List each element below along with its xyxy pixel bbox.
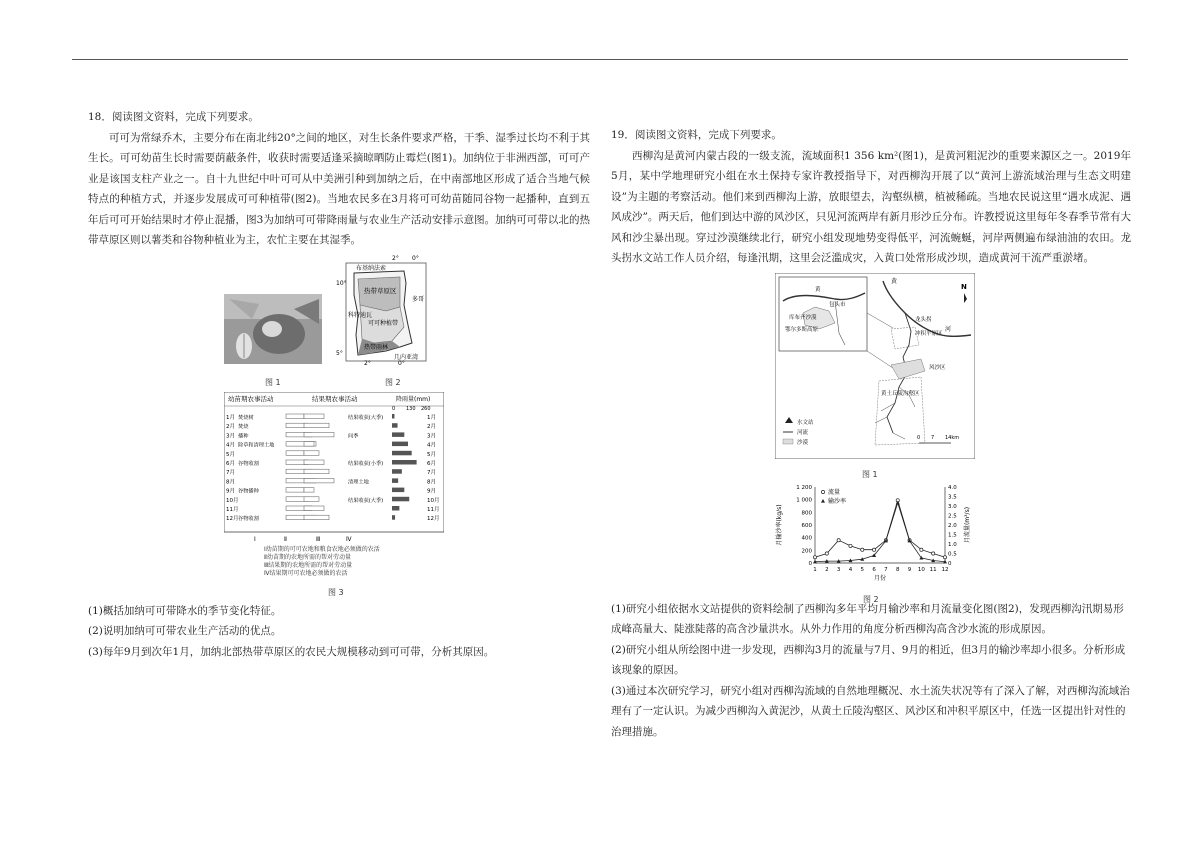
- fig3-header-mid: 结果期农事活动: [312, 394, 358, 403]
- inset-label-baotou: 包头市: [829, 301, 846, 308]
- svg-text:10°: 10°: [336, 279, 347, 287]
- ghana-map: [334, 255, 430, 367]
- axis-roman-2: Ⅱ: [284, 535, 287, 543]
- month-label-right: 5月: [427, 451, 436, 458]
- fruit-labor-bar: [304, 496, 319, 501]
- legend-flow-marker: [821, 490, 824, 493]
- fruit-task: 结果收获(大季): [348, 414, 384, 421]
- seedling-labor-bar: [286, 487, 304, 492]
- legend-flow-label: 流量: [828, 488, 841, 496]
- map-label-gulf: 几内亚湾: [394, 353, 419, 361]
- fruit-labor-bar: [304, 432, 334, 437]
- q18-heading: 18．阅读图文资料，完成下列要求。: [88, 111, 259, 123]
- svg-text:0°: 0°: [398, 359, 405, 367]
- fig3-header-right: 降雨量(mm): [396, 395, 431, 403]
- y-left-tick-label: 400: [801, 535, 812, 542]
- desert-legend-icon: [783, 439, 793, 444]
- x-tick-label: 12: [941, 566, 949, 573]
- seedling-task: 谷物收割: [238, 460, 259, 467]
- axis-roman-3: Ⅲ: [316, 535, 321, 543]
- y-right-tick-label: 0: [948, 560, 952, 567]
- seedling-labor-bar: [286, 414, 304, 419]
- q18-fig1-caption: 图 1: [265, 377, 281, 387]
- month-label-right: 6月: [427, 460, 436, 467]
- month-label-right: 7月: [427, 469, 436, 476]
- inset-label-ordos: 鄂尔多斯高原: [785, 326, 819, 333]
- x-tick-label: 2: [825, 566, 829, 573]
- month-label-right: 3月: [427, 432, 436, 439]
- rainfall-bar: [392, 441, 408, 446]
- q18-fig2-caption: 图 2: [385, 377, 401, 387]
- rainfall-bar: [392, 496, 409, 501]
- y-right-tick-label: 4.0: [948, 484, 957, 491]
- month-label-left: 10月: [226, 497, 239, 504]
- q19-fig2-caption: 图 2: [863, 594, 879, 604]
- cocoa-photo: [224, 294, 322, 364]
- fig3-legend-2: Ⅱ幼苗期的农地所需的帮对劳动量: [264, 553, 351, 561]
- seedling-task: 谷物收割: [238, 515, 259, 522]
- flow-point: [872, 548, 875, 551]
- flow-point: [825, 551, 828, 554]
- rain-tick-0: 0: [392, 405, 396, 412]
- legend-sediment-marker: [821, 499, 825, 503]
- fruit-labor-bar: [304, 441, 314, 446]
- q19-question-2: (2)研究小组从所绘图中进一步发现，西柳沟3月的流量与7月、9月的相近，但3月的输沙率却小很多。分析形成该现象的原因。: [611, 643, 1126, 676]
- map-label-alluvial: 冲积平原区: [915, 330, 943, 337]
- legend-desert: 沙漠: [797, 439, 809, 446]
- inset-label-huang: 黄: [815, 286, 821, 293]
- y-left-tick-label: 200: [801, 547, 812, 554]
- fruit-labor-bar: [304, 506, 324, 511]
- q19-figures: [611, 269, 1131, 604]
- month-label-right: 11月: [427, 506, 440, 513]
- month-label-right: 12月: [427, 515, 440, 522]
- sediment-flow-chart: [769, 481, 979, 585]
- month-label-left: 4月: [226, 442, 235, 449]
- month-label-right: 9月: [427, 488, 436, 495]
- north-arrow-label: N: [961, 282, 967, 291]
- month-label-left: 11月: [226, 506, 239, 513]
- legend-river: 河流: [797, 429, 809, 436]
- y-right-tick-label: 3.5: [948, 494, 957, 500]
- seedling-labor-bar: [286, 450, 304, 455]
- q19-heading: 19．阅读图文资料，完成下列要求。: [611, 129, 782, 141]
- flow-point: [837, 538, 840, 541]
- q18-question-3: (3)每年9月到次年1月，加纳北部热带草原区的农民大规模移动到可可带，分析其原因。: [88, 645, 495, 658]
- month-label-left: 2月: [226, 423, 235, 430]
- fig3-legend-3: Ⅲ结果期的农地所需的帮对劳动量: [264, 561, 353, 569]
- q18-question-2: (2)说明加纳可可带农业生产活动的优点。: [88, 625, 282, 637]
- seedling-task: 焚烧: [238, 423, 249, 430]
- map-label-cote-divoire: 科特迪瓦: [348, 311, 373, 319]
- x-tick-label: 9: [907, 566, 912, 573]
- rainfall-bar: [392, 506, 399, 511]
- rainfall-bar: [392, 450, 412, 455]
- question-18: [88, 107, 590, 662]
- month-label-left: 7月: [226, 469, 235, 476]
- fig3-legend-4: Ⅳ结果期可可农地必须做的农活: [264, 569, 348, 577]
- scale-7: 7: [931, 434, 935, 441]
- inset-label-kubuqi: 库布齐沙漠: [789, 314, 817, 321]
- fig3-header-left: 幼苗期农事活动: [228, 394, 274, 403]
- map-label-burkina: 布基纳法索: [356, 264, 387, 272]
- month-label-right: 10月: [427, 497, 440, 504]
- fruit-labor-bar: [304, 515, 329, 520]
- rainfall-bar: [392, 487, 404, 492]
- seedling-task: 谷物播种: [238, 488, 259, 495]
- legend-sediment-label: 输沙率: [828, 497, 847, 505]
- seedling-task: 除草和清理土地: [238, 442, 275, 449]
- y-right-tick-label: 2.0: [948, 522, 957, 529]
- x-tick-label: 11: [929, 566, 937, 573]
- q19-question-3: (3)通过本次研究学习，研究小组对西柳沟流域的自然地理概况、水土流失状况等有了深入了解，对西柳沟流域治理有了一定认识。为减少西柳沟入黄泥沙，从黄土丘陵沟壑区、风沙区和冲积平原区中，任选一区提出针对性的治理措施。: [611, 684, 1130, 738]
- month-label-left: 6月: [226, 460, 235, 467]
- fruit-task: 清理土地: [348, 478, 369, 485]
- rainfall-bar: [392, 460, 417, 465]
- fruit-labor-bar: [304, 460, 324, 465]
- map-label-wind-sand: 风沙区: [929, 364, 946, 371]
- fruit-labor-bar: [304, 423, 329, 428]
- q19-fig1-caption: 图 1: [862, 469, 878, 479]
- month-label-left: 12月: [226, 515, 239, 522]
- map-label-loess: 黄土丘陵沟壑区: [881, 390, 920, 397]
- x-axis-title: 月份: [873, 574, 887, 582]
- flow-point: [920, 548, 923, 551]
- month-label-left: 3月: [226, 432, 235, 439]
- fruit-labor-bar: [304, 450, 319, 455]
- month-label-right: 4月: [427, 442, 436, 449]
- scale-14km: 14km: [945, 434, 960, 441]
- rain-tick-130: 130: [406, 405, 416, 412]
- fig3-legend-1: Ⅰ幼苗期的可可农地和粮食农地必须做的农活: [264, 545, 380, 553]
- map-label-togo: 多哥: [412, 295, 425, 303]
- svg-text:2°: 2°: [364, 359, 371, 367]
- fruit-labor-bar: [304, 414, 324, 419]
- svg-text:5°: 5°: [336, 349, 343, 357]
- y-left-tick-label: 800: [801, 509, 812, 516]
- legend-hydro-station: 水文站: [797, 419, 814, 426]
- svg-text:2°: 2°: [392, 254, 399, 262]
- fig3-legend: [264, 546, 380, 578]
- month-label-left: 1月: [226, 414, 235, 421]
- header-rule: [72, 59, 1128, 60]
- y-right-tick-label: 1.5: [948, 532, 957, 538]
- flow-point: [943, 555, 946, 558]
- fruit-task: 结果收获(大季): [348, 497, 384, 504]
- seedling-task: 焚烧树: [238, 414, 254, 421]
- rainfall-bar: [392, 432, 404, 437]
- fruit-task: 结果收获(小季): [348, 460, 384, 467]
- x-tick-label: 8: [895, 566, 900, 573]
- axis-roman-4: Ⅳ: [346, 535, 352, 543]
- seedling-task: 播种: [238, 432, 249, 439]
- flow-point: [813, 555, 816, 558]
- farming-calendar: [224, 392, 444, 562]
- fruit-labor-bar: [304, 469, 329, 474]
- month-label-left: 8月: [226, 478, 235, 485]
- x-tick-label: 10: [917, 566, 925, 573]
- y-left-axis-title: 月输沙率(kg/s): [776, 503, 783, 546]
- month-label-left: 5月: [226, 451, 235, 458]
- x-tick-label: 1: [813, 566, 817, 573]
- svg-text:0°: 0°: [412, 254, 419, 262]
- y-left-tick-label: 0: [808, 560, 812, 567]
- fruit-labor-bar: [304, 478, 334, 483]
- map-label-huang: 黄: [891, 277, 898, 285]
- y-left-tick-label: 1 200: [796, 484, 812, 491]
- map-label-savanna: 热带草原区: [364, 286, 397, 295]
- rain-tick-260: 260: [421, 405, 431, 412]
- month-label-right: 1月: [427, 414, 436, 421]
- rainfall-bar: [392, 515, 395, 520]
- map-label-he: 河: [945, 325, 952, 333]
- xiliugou-map: [775, 273, 975, 459]
- q18-figures: [88, 251, 590, 601]
- axis-roman-1: Ⅰ: [254, 535, 256, 543]
- month-label-left: 9月: [226, 488, 235, 495]
- month-label-right: 2月: [427, 423, 436, 430]
- rainfall-bar: [392, 478, 398, 483]
- flow-point: [849, 544, 852, 547]
- series-line-sediment: [815, 502, 945, 561]
- q19-question-1: (1)研究小组依据水文站提供的资料绘制了西柳沟多年平均月输沙率和月流量变化图(图2)，发现西柳沟汛期易形成峰高量大、陡涨陡落的高含沙量洪水。从外力作用的角度分析西柳沟高含沙水流的形成原因。: [611, 602, 1124, 635]
- y-right-axis-title: 月流量(m³/s): [964, 506, 971, 543]
- x-tick-label: 3: [836, 566, 841, 573]
- q18-question-1: (1)概括加纳可可带降水的季节变化特征。: [88, 604, 282, 617]
- x-tick-label: 5: [860, 566, 865, 573]
- q19-paragraph: 西柳沟是黄河内蒙古段的一级支流，流域面积1 356 km²(图1)，是黄河粗泥沙的重要来源区之一。2019年5月，某中学地理研究小组在水土保持专家许教授指导下，对西柳沟开展了以“黄河上游流域治理与生态文明建设”为主题的考察活动。他们来到西柳沟上游，放眼望去，沟壑纵横，植被稀疏。当地农民说这里“遇水成泥、遇风成沙”。两天后，他们到达中游的风沙区，只见河流两岸有新月形沙丘分布。许教授说这里每年冬春季节常有大风和沙尘暴出现。穿过沙漠继续北行，研究小组发现地势变得低平，河流蜿蜒，河岸两侧遍布绿油油的农田。龙头拐水文站工作人员介绍，每逢汛期，这里会泛滥成灾，入黄口处常形成沙坝，造成黄河干流严重淤堵。: [611, 149, 1131, 264]
- rainfall-bar: [392, 469, 402, 474]
- fruit-task: 间季: [348, 432, 359, 439]
- y-right-tick-label: 2.5: [948, 513, 957, 519]
- y-left-tick-label: 600: [801, 522, 812, 529]
- y-right-tick-label: 1.0: [948, 541, 957, 548]
- q18-fig3-caption: 图 3: [328, 587, 344, 597]
- scale-0: 0: [917, 434, 921, 441]
- rainfall-bar: [392, 423, 398, 428]
- map-label-rainforest: 热带雨林: [364, 343, 389, 351]
- y-left-tick-label: 1 000: [796, 497, 812, 504]
- flow-point: [861, 548, 864, 551]
- q18-paragraph: 可可为常绿乔木，主要分布在南北纬20°之间的地区，对生长条件要求严格，干季、湿季过长均不利于其生长。可可幼苗生长时需要荫蔽条件，收获时需要适逢采摘晾晒防止霉烂(图1)。加纳位于非洲西部，可可产业是该国支柱产业之一。自十九世纪中叶可可从中美洲引种到加纳之后，在中南部地区形成了适合当地气候特点的种植方式，并逐步发展成可可种植带(图2)。当地农民多在3月将可可幼苗随同谷物一起播种，直到五年后可可开始结果时才停止混播，图3为加纳可可带降雨量与农业生产活动安排示意图。加纳可可带以北的热带草原区则以薯类和谷物种植业为主，农忙主要在其湿季。: [88, 131, 590, 246]
- fruit-labor-bar: [304, 487, 314, 492]
- question-19: [611, 125, 1131, 742]
- x-tick-label: 7: [884, 566, 888, 573]
- x-tick-label: 4: [848, 566, 853, 573]
- month-label-right: 8月: [427, 478, 436, 485]
- y-right-tick-label: 0.5: [948, 551, 957, 557]
- flow-point: [932, 551, 935, 554]
- map-label-longtouguai: 龙头拐: [915, 316, 932, 323]
- rainfall-bar: [392, 414, 394, 419]
- map-label-cocoa-belt: 可可种植带: [368, 319, 399, 327]
- x-tick-label: 6: [872, 566, 876, 573]
- y-right-tick-label: 3.0: [948, 503, 957, 510]
